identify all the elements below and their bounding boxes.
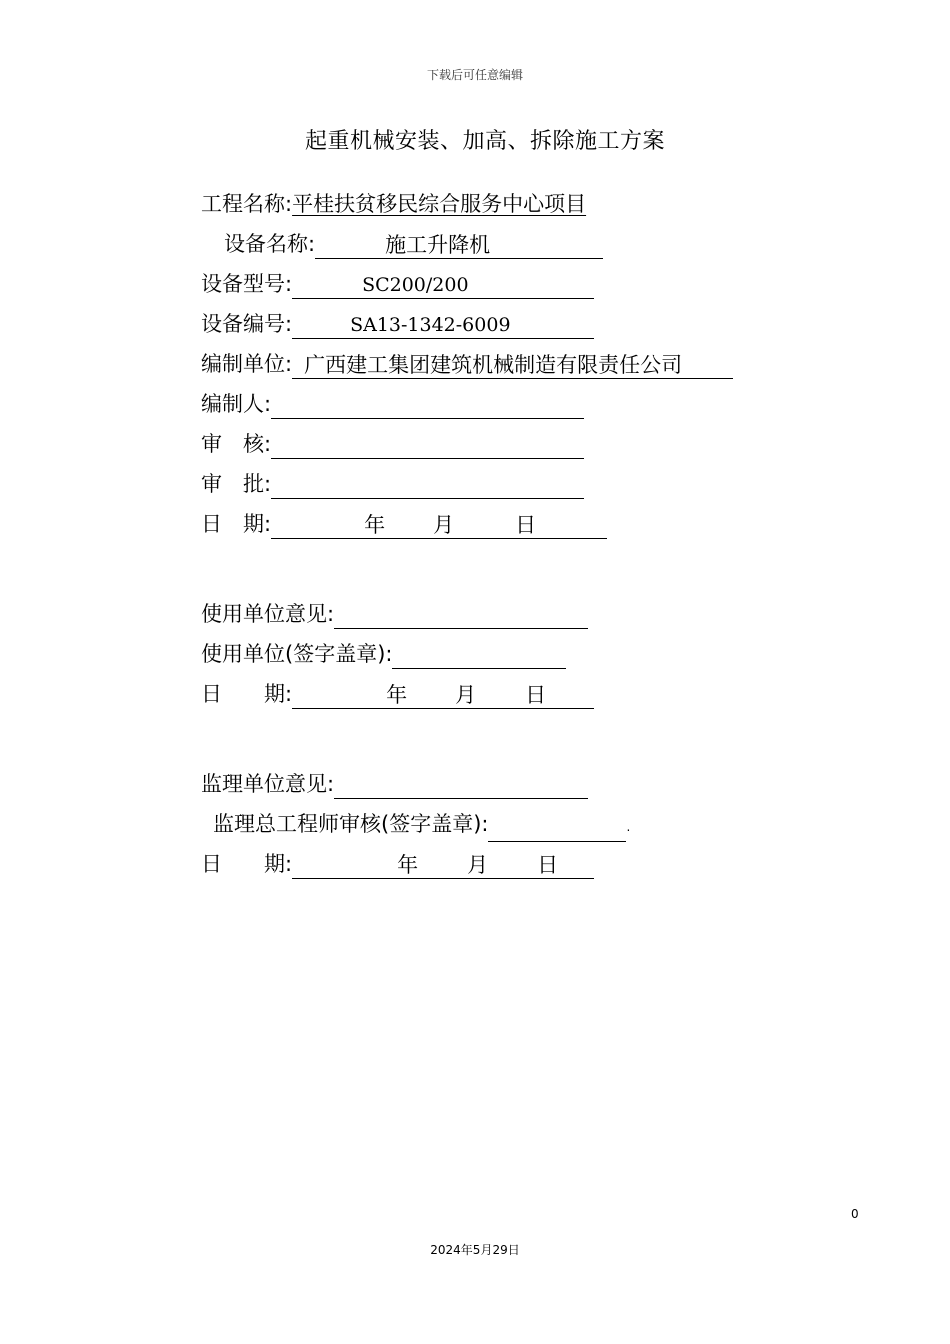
- supervision-opinion-field: [334, 772, 588, 799]
- project-name-label: 工程名称:: [201, 192, 293, 216]
- compiling-unit-value: 广西建工集团建筑机械制造有限责任公司: [304, 353, 683, 377]
- supervision-sign-row: [213, 809, 630, 839]
- equipment-number-row: [201, 309, 594, 339]
- equipment-name-label: 设备名称:: [224, 232, 316, 256]
- day-mark-1: 日: [515, 513, 537, 537]
- date-row-3: [201, 849, 594, 879]
- approver-label: 审 批:: [201, 472, 272, 496]
- equipment-number-label: 设备编号:: [201, 312, 293, 336]
- month-mark-3: 月: [467, 853, 489, 877]
- date-field-1: [271, 512, 607, 539]
- page-number: 0: [851, 1207, 859, 1221]
- user-sign-label: 使用单位(签字盖章):: [201, 642, 393, 666]
- compiling-unit-row: [201, 349, 733, 379]
- supervision-sign-field: [488, 815, 626, 842]
- reviewer-row: [201, 429, 584, 459]
- date-field-3: [292, 852, 594, 879]
- equipment-model-value: SC200/200: [362, 274, 469, 296]
- header-note: 下载后可任意编辑: [426, 68, 523, 82]
- user-sign-row: [201, 639, 566, 669]
- year-mark-1: 年: [364, 513, 386, 537]
- date-field-2: [292, 682, 594, 709]
- equipment-model-row: [201, 269, 594, 299]
- compiler-row: [201, 389, 584, 419]
- supervision-sign-trailing: .: [626, 820, 631, 834]
- month-mark-2: 月: [455, 683, 477, 707]
- date-row-1: [201, 509, 607, 539]
- equipment-name-row: [224, 229, 603, 259]
- user-sign-field: [392, 642, 566, 669]
- footer-date: 2024年5月29日: [430, 1243, 520, 1257]
- month-mark-1: 月: [433, 513, 455, 537]
- user-opinion-field: [334, 602, 588, 629]
- compiler-field: [271, 392, 584, 419]
- project-name-row: [201, 189, 586, 219]
- equipment-number-value: SA13-1342-6009: [350, 314, 511, 336]
- equipment-model-label: 设备型号:: [201, 272, 293, 296]
- date-label-1: 日 期:: [201, 512, 272, 536]
- supervision-opinion-row: [201, 769, 588, 799]
- equipment-name-field: [315, 232, 603, 259]
- document-title: 起重机械安装、加高、拆除施工方案: [304, 129, 665, 154]
- compiler-label: 编制人:: [201, 392, 272, 416]
- supervision-sign-label: 监理总工程师审核(签字盖章):: [213, 812, 489, 836]
- equipment-model-field: [292, 272, 594, 299]
- compiling-unit-label: 编制单位:: [201, 352, 293, 376]
- project-name-value: 平桂扶贫移民综合服务中心项目: [292, 192, 587, 216]
- day-mark-3: 日: [537, 853, 559, 877]
- year-mark-2: 年: [386, 683, 408, 707]
- user-opinion-row: [201, 599, 588, 629]
- reviewer-label: 审 核:: [201, 432, 272, 456]
- date-row-2: [201, 679, 594, 709]
- supervision-opinion-label: 监理单位意见:: [201, 772, 335, 796]
- date-label-3: 日 期:: [201, 852, 293, 876]
- approver-field: [271, 472, 584, 499]
- equipment-name-value: 施工升降机: [385, 233, 491, 257]
- user-opinion-label: 使用单位意见:: [201, 602, 335, 626]
- compiling-unit-field: [292, 352, 733, 379]
- date-label-2: 日 期:: [201, 682, 293, 706]
- equipment-number-field: [292, 312, 594, 339]
- day-mark-2: 日: [525, 683, 547, 707]
- approver-row: [201, 469, 584, 499]
- year-mark-3: 年: [397, 853, 419, 877]
- reviewer-field: [271, 432, 584, 459]
